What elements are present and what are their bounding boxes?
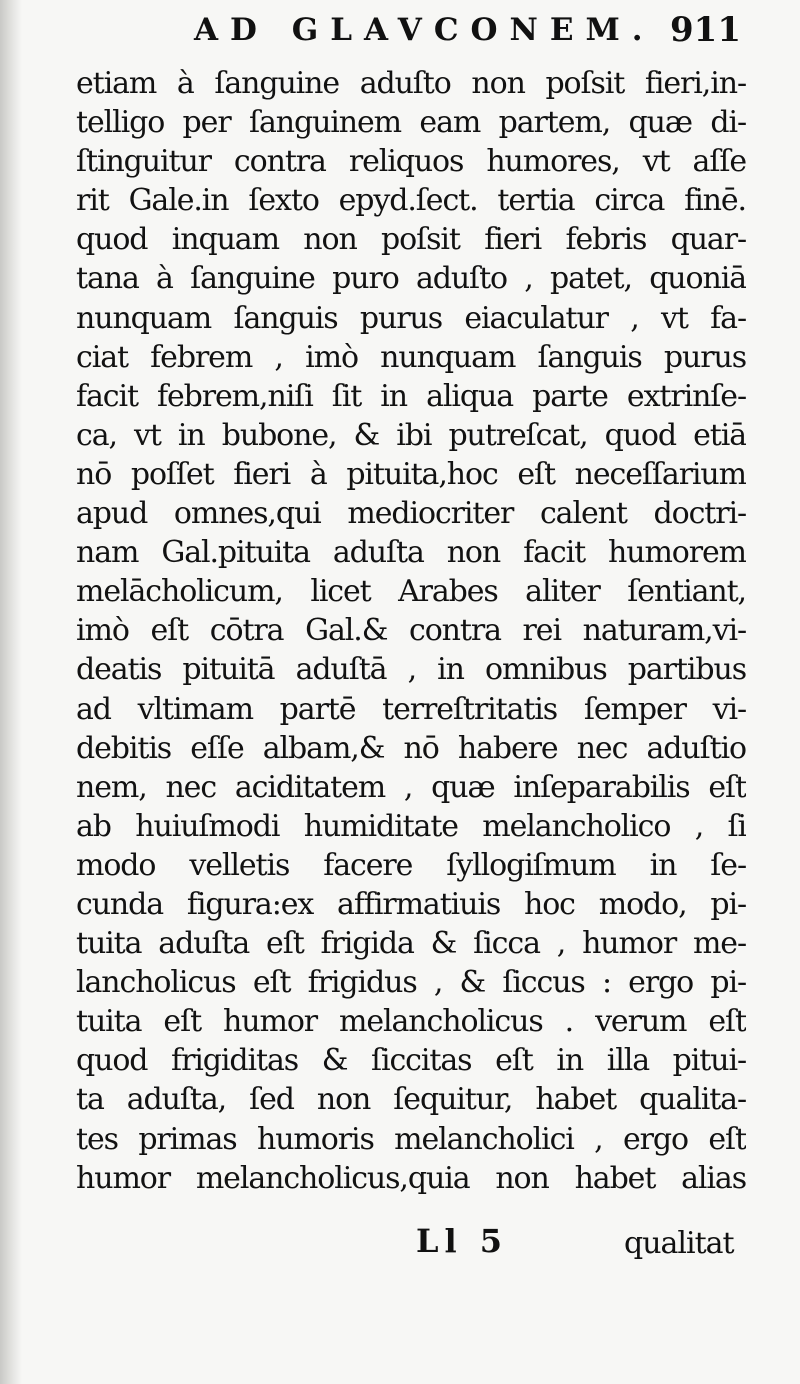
text-line: debitis eſſe albam,& nō habere nec aduſtio <box>76 730 746 766</box>
text-line: tes primas humoris melancholici , ergo eſt <box>76 1121 746 1157</box>
text-line: tuita eſt humor melancholicus . verum eſt <box>76 1004 746 1040</box>
signature-mark: Ll 5 <box>416 1222 509 1260</box>
text-line: cunda figura:ex affirmatiuis hoc modo, pi- <box>76 886 746 922</box>
text-line: nō poſſet fieri à pituita,hoc eſt neceſſarium <box>76 456 746 492</box>
text-line: ſtinguitur contra reliquos humores, vt aſſe <box>76 144 746 180</box>
text-line: nem, nec aciditatem , quæ inſeparabilis eſt <box>76 769 746 805</box>
text-line: ca, vt in bubone, & ibi putreſcat, quod etiā <box>76 417 746 453</box>
page-footer <box>76 1222 756 1272</box>
text-line: etiam à ſanguine aduſto non poſsit fieri,in- <box>76 66 746 101</box>
text-line: telligo per ſanguinem eam partem, quæ di- <box>76 105 746 141</box>
text-line: humor melancholicus,quia non habet alias <box>76 1160 746 1196</box>
text-line: deatis pituitā aduſtā , in omnibus partibus <box>76 652 746 688</box>
page-number: 911 <box>670 10 741 50</box>
text-line: apud omnes,qui mediocriter calent doctri- <box>76 496 746 532</box>
page-gutter-shadow <box>0 0 22 1384</box>
text-line: imò eſt cōtra Gal.& contra rei naturam,vi- <box>76 613 746 649</box>
text-line: tana à ſanguine puro aduſto , patet, quoniā <box>76 261 746 297</box>
text-line: ta aduſta, ſed non ſequitur, habet qualita- <box>76 1082 746 1118</box>
text-line: facit febrem,niſi ſit in aliqua parte extrinſe- <box>76 378 746 414</box>
text-line: lancholicus eſt frigidus , & ſiccus : ergo pi- <box>76 965 746 1001</box>
text-line: tuita aduſta eſt frigida & ſicca , humor me- <box>76 926 746 962</box>
text-line: melācholicum, licet Arabes aliter ſentiant, <box>76 574 746 610</box>
page-header <box>180 10 770 54</box>
text-line: ab huiuſmodi humiditate melancholico , ſi <box>76 808 746 844</box>
running-title: AD GLAVCONEM. <box>194 12 655 48</box>
text-line: nunquam ſanguis purus eiaculatur , vt fa- <box>76 300 746 336</box>
body-text <box>76 64 746 1198</box>
catchword: qualitat <box>624 1226 734 1261</box>
text-line: rit Gale.in ſexto epyd.ſect. tertia circa finē. <box>76 183 746 219</box>
text-line: ciat febrem , imò nunquam ſanguis purus <box>76 339 746 375</box>
text-line: nam Gal.pituita aduſta non facit humorem <box>76 535 746 571</box>
text-line: quod inquam non poſsit fieri febris quar- <box>76 222 746 258</box>
text-line: quod frigiditas & ſiccitas eſt in illa pitui- <box>76 1043 746 1079</box>
text-line: modo velletis facere ſyllogiſmum in ſe- <box>76 847 746 883</box>
text-line: ad vltimam partē terreſtritatis ſemper vi- <box>76 691 746 727</box>
